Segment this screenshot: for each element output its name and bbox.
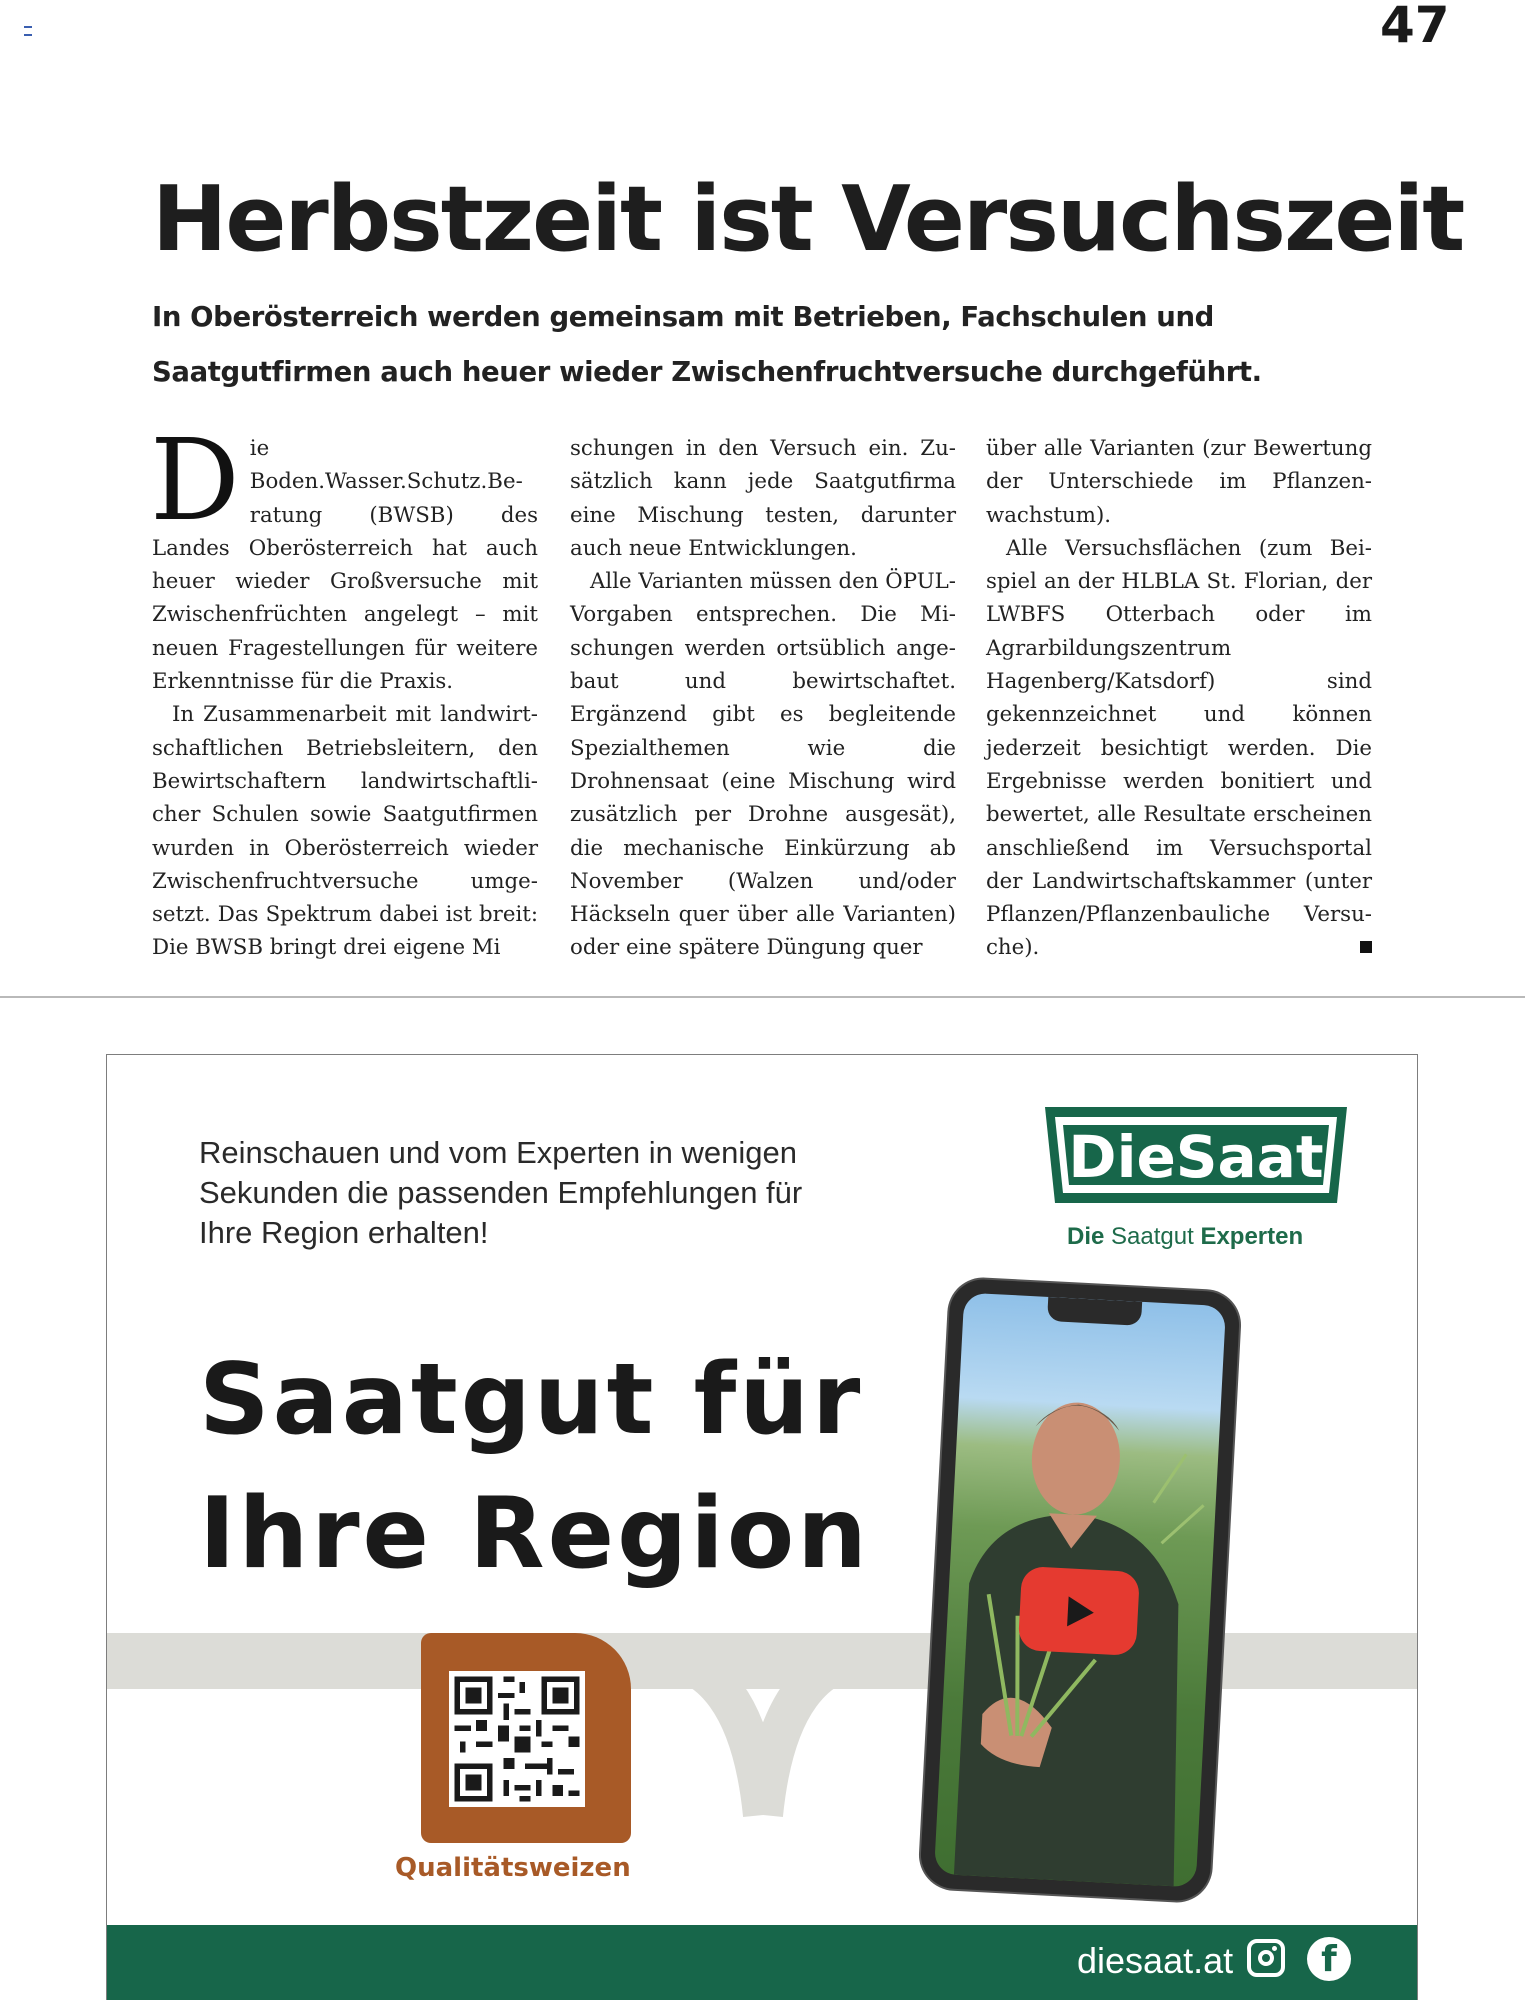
article-column-2 [570, 432, 956, 965]
instagram-icon[interactable] [1247, 1939, 1285, 1977]
paragraph-text: Alle Versuchsflächen (zum Beispiel an der HLBLA St. Florian, der LWBFS Otterbach oder im Agrarbildungszentrum Hagenberg/Katsdorf) sind gekennzeichnet und können jederzeit besichtigt werden. Die Ergebnisse werden bonitiert und bewertet, alle Resultate erscheinen anschließend im Versuchsportal der Landwirtschaftskammer (unter Pflanzen/Pflanzenbauliche Versuche). [986, 535, 1372, 961]
paragraph: über alle Varianten (zur Bewertung der Unterschiede im Pflanzenwachstum). [986, 436, 1372, 528]
phone-notch [1047, 1297, 1142, 1326]
play-triangle [1067, 1596, 1095, 1627]
qr-label: Qualitätsweizen [395, 1853, 631, 1883]
phone-mockup [919, 1278, 1241, 1902]
ad-headline [199, 1333, 870, 1601]
website-link[interactable]: diesaat.at [1077, 1940, 1234, 1981]
logo-lettering: DieSaat [1068, 1123, 1324, 1191]
end-mark-icon [1360, 941, 1372, 953]
paragraph: schungen in den Versuch ein. Zusätzlich kann jede Saatgutfirma eine Mischung testen, darunter auch neue Entwicklungen. [570, 436, 956, 561]
facebook-glyph: f [1321, 1939, 1337, 1980]
article-column-1 [150, 416, 538, 965]
logo-tagline [1067, 1223, 1303, 1251]
article-headline: Herbstzeit ist Versuchszeit [152, 167, 1464, 272]
paragraph: In Zusammenarbeit mit landwirtschaftlichen Betriebsleitern, den Bewirtschaftern landwirtschaftlicher Schulen sowie Saatgutfirmen wurden in Oberösterreich wieder Zwischenfruchtversuche umgesetzt. Das Spektrum dabei ist breit: Die BWSB bringt drei eigene Mi [152, 702, 538, 961]
section-divider [0, 996, 1525, 998]
qr-code[interactable] [449, 1671, 585, 1807]
article-column-3 [986, 432, 1372, 965]
corner-mark [24, 26, 32, 36]
video-thumbnail[interactable] [934, 1293, 1226, 1888]
qr-code-tile[interactable] [421, 1633, 631, 1843]
facebook-icon[interactable] [1307, 1937, 1351, 1981]
ad-headline-line-2: Ihre Region [199, 1477, 870, 1591]
ad-headline-line-1: Saatgut für [199, 1343, 864, 1457]
dropcap: D [150, 416, 240, 546]
article-body [150, 416, 1386, 961]
paragraph: Alle Varianten müssen den ÖPUL-Vorgaben entsprechen. Die Mischungen werden ortsüblich angebaut und bewirtschaftet. Ergänzend gibt es begleitende Spezialthemen wie die Drohnensaat (eine Mischung wird zusätzlich per Drohne ausgesät), die mechanische Einkürzung ab November (Walzen und/oder Häckseln quer über alle Varianten) oder eine spätere Düngung quer [570, 569, 956, 961]
paragraph [986, 532, 1372, 965]
article-subheadline: In Oberösterreich werden gemeinsam mit Betrieben, Fachschulen und Saatgutfirmen auch heuer wieder Zwischenfruchtversuche durchgeführt. [152, 301, 1262, 388]
page-number: 47 [1380, 0, 1450, 54]
diesaat-logo[interactable] [1041, 1103, 1351, 1213]
advertisement[interactable] [106, 1054, 1418, 2000]
paragraph-text: ie Boden.Wasser.Schutz.Beratung (BWSB) des Landes Oberösterreich hat auch heuer wieder Großversuche mit Zwischenfrüchten angelegt – mit neuen Fragestellungen für weitere Erkenntnisse für die Praxis. [152, 436, 538, 695]
tagline-saatgut: Saatgut [1111, 1223, 1194, 1250]
ad-intro-text: Reinschauen und vom Experten in wenigen Sekunden die passenden Empfehlungen für Ihre Region erhalten! [199, 1135, 803, 1250]
paragraph [150, 416, 538, 698]
tagline-die: Die [1067, 1223, 1105, 1250]
tagline-experten: Experten [1200, 1223, 1304, 1250]
ad-footer [107, 1925, 1418, 2000]
play-icon[interactable] [1018, 1566, 1140, 1656]
